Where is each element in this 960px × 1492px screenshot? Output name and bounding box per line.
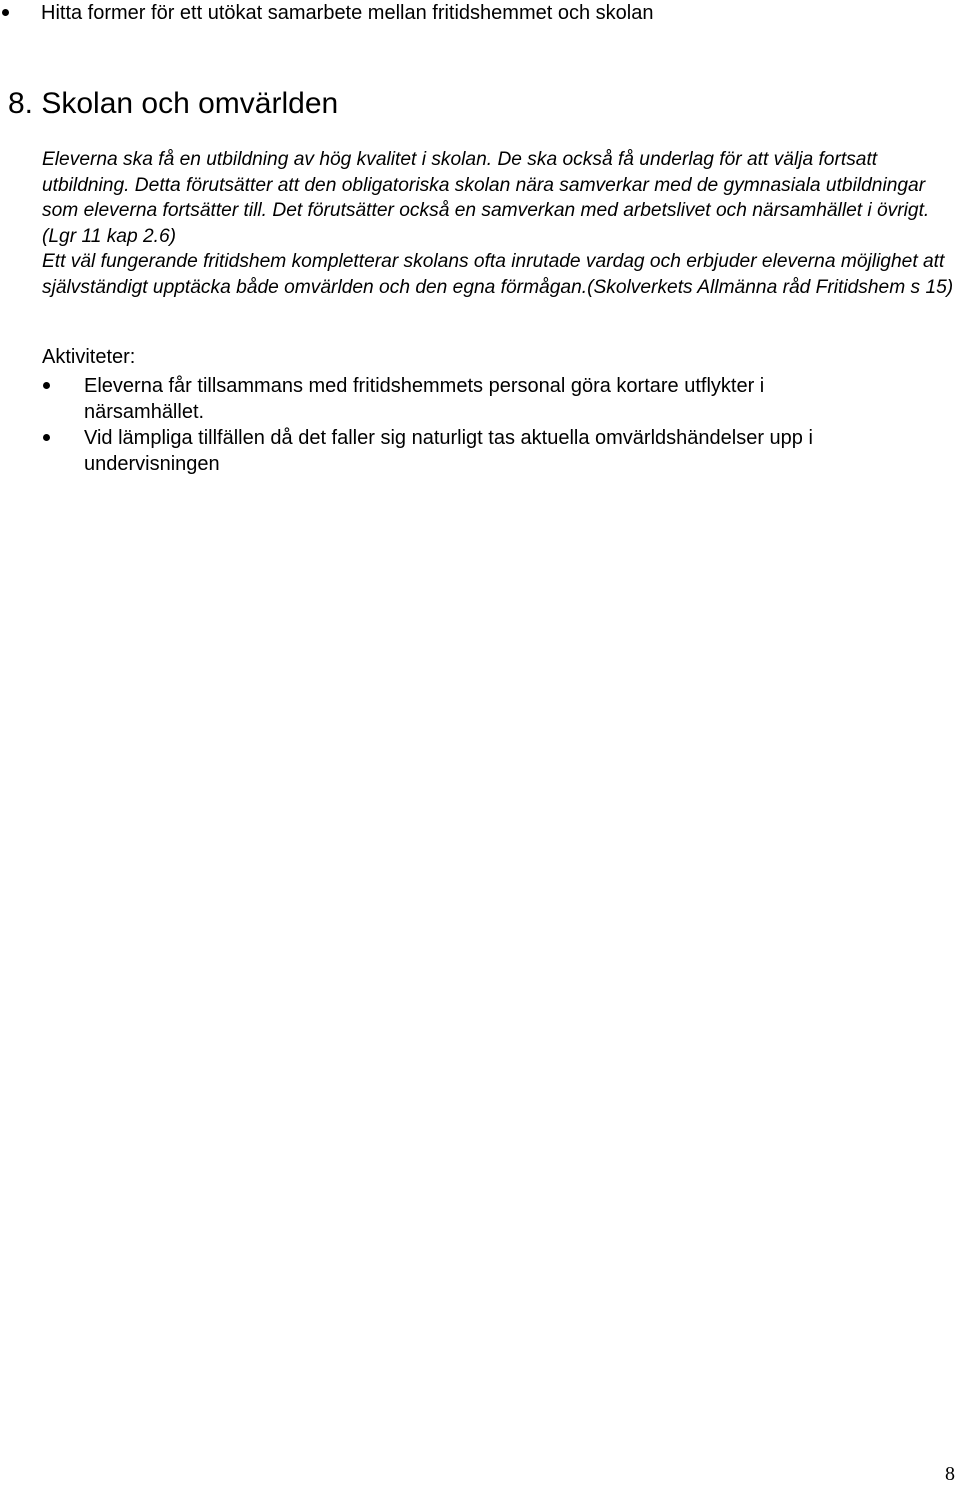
bullet-icon	[43, 382, 50, 389]
bullet-icon	[2, 9, 9, 16]
top-bullet-text: Hitta former för ett utökat samarbete mellan fritidshemmet och skolan	[41, 2, 654, 24]
activities-list	[0, 373, 960, 477]
bullet-icon	[43, 434, 50, 441]
activity-item-text: Vid lämpliga tillfällen då det faller sig naturligt tas aktuella omvärldshändelser upp i undervisningen	[84, 427, 813, 475]
activity-item-text: Eleverna får tillsammans med fritidshemmets personal göra kortare utflykter i närsamhället.	[84, 375, 765, 423]
activities-heading: Aktiviteter:	[42, 346, 136, 368]
curriculum-paragraph: Eleverna ska få en utbildning av hög kvalitet i skolan. De ska också få underlag för att välja fortsatt utbildning. Detta förutsätter att den obligatoriska skolan nära samverkar med de gymnasiala utbildningar som eleverna fortsätter till. Det förutsätter också en samverkan med arbetslivet och närsamhället i övrigt.(Lgr 11 kap 2.6)	[42, 149, 930, 247]
section-heading: 8. Skolan och omvärlden	[8, 87, 339, 120]
page-number: 8	[945, 1463, 955, 1485]
activity-item	[0, 373, 864, 425]
advice-paragraph: Ett väl fungerande fritidshem kompletterar skolans ofta inrutade vardag och erbjuder eleverna möjlighet att självständigt upptäcka både omvärlden och den egna förmågan.(Skolverkets Allmänna råd Fritidshem s 15)	[42, 251, 954, 298]
activity-item	[0, 425, 864, 477]
intro-paragraph	[42, 147, 954, 301]
